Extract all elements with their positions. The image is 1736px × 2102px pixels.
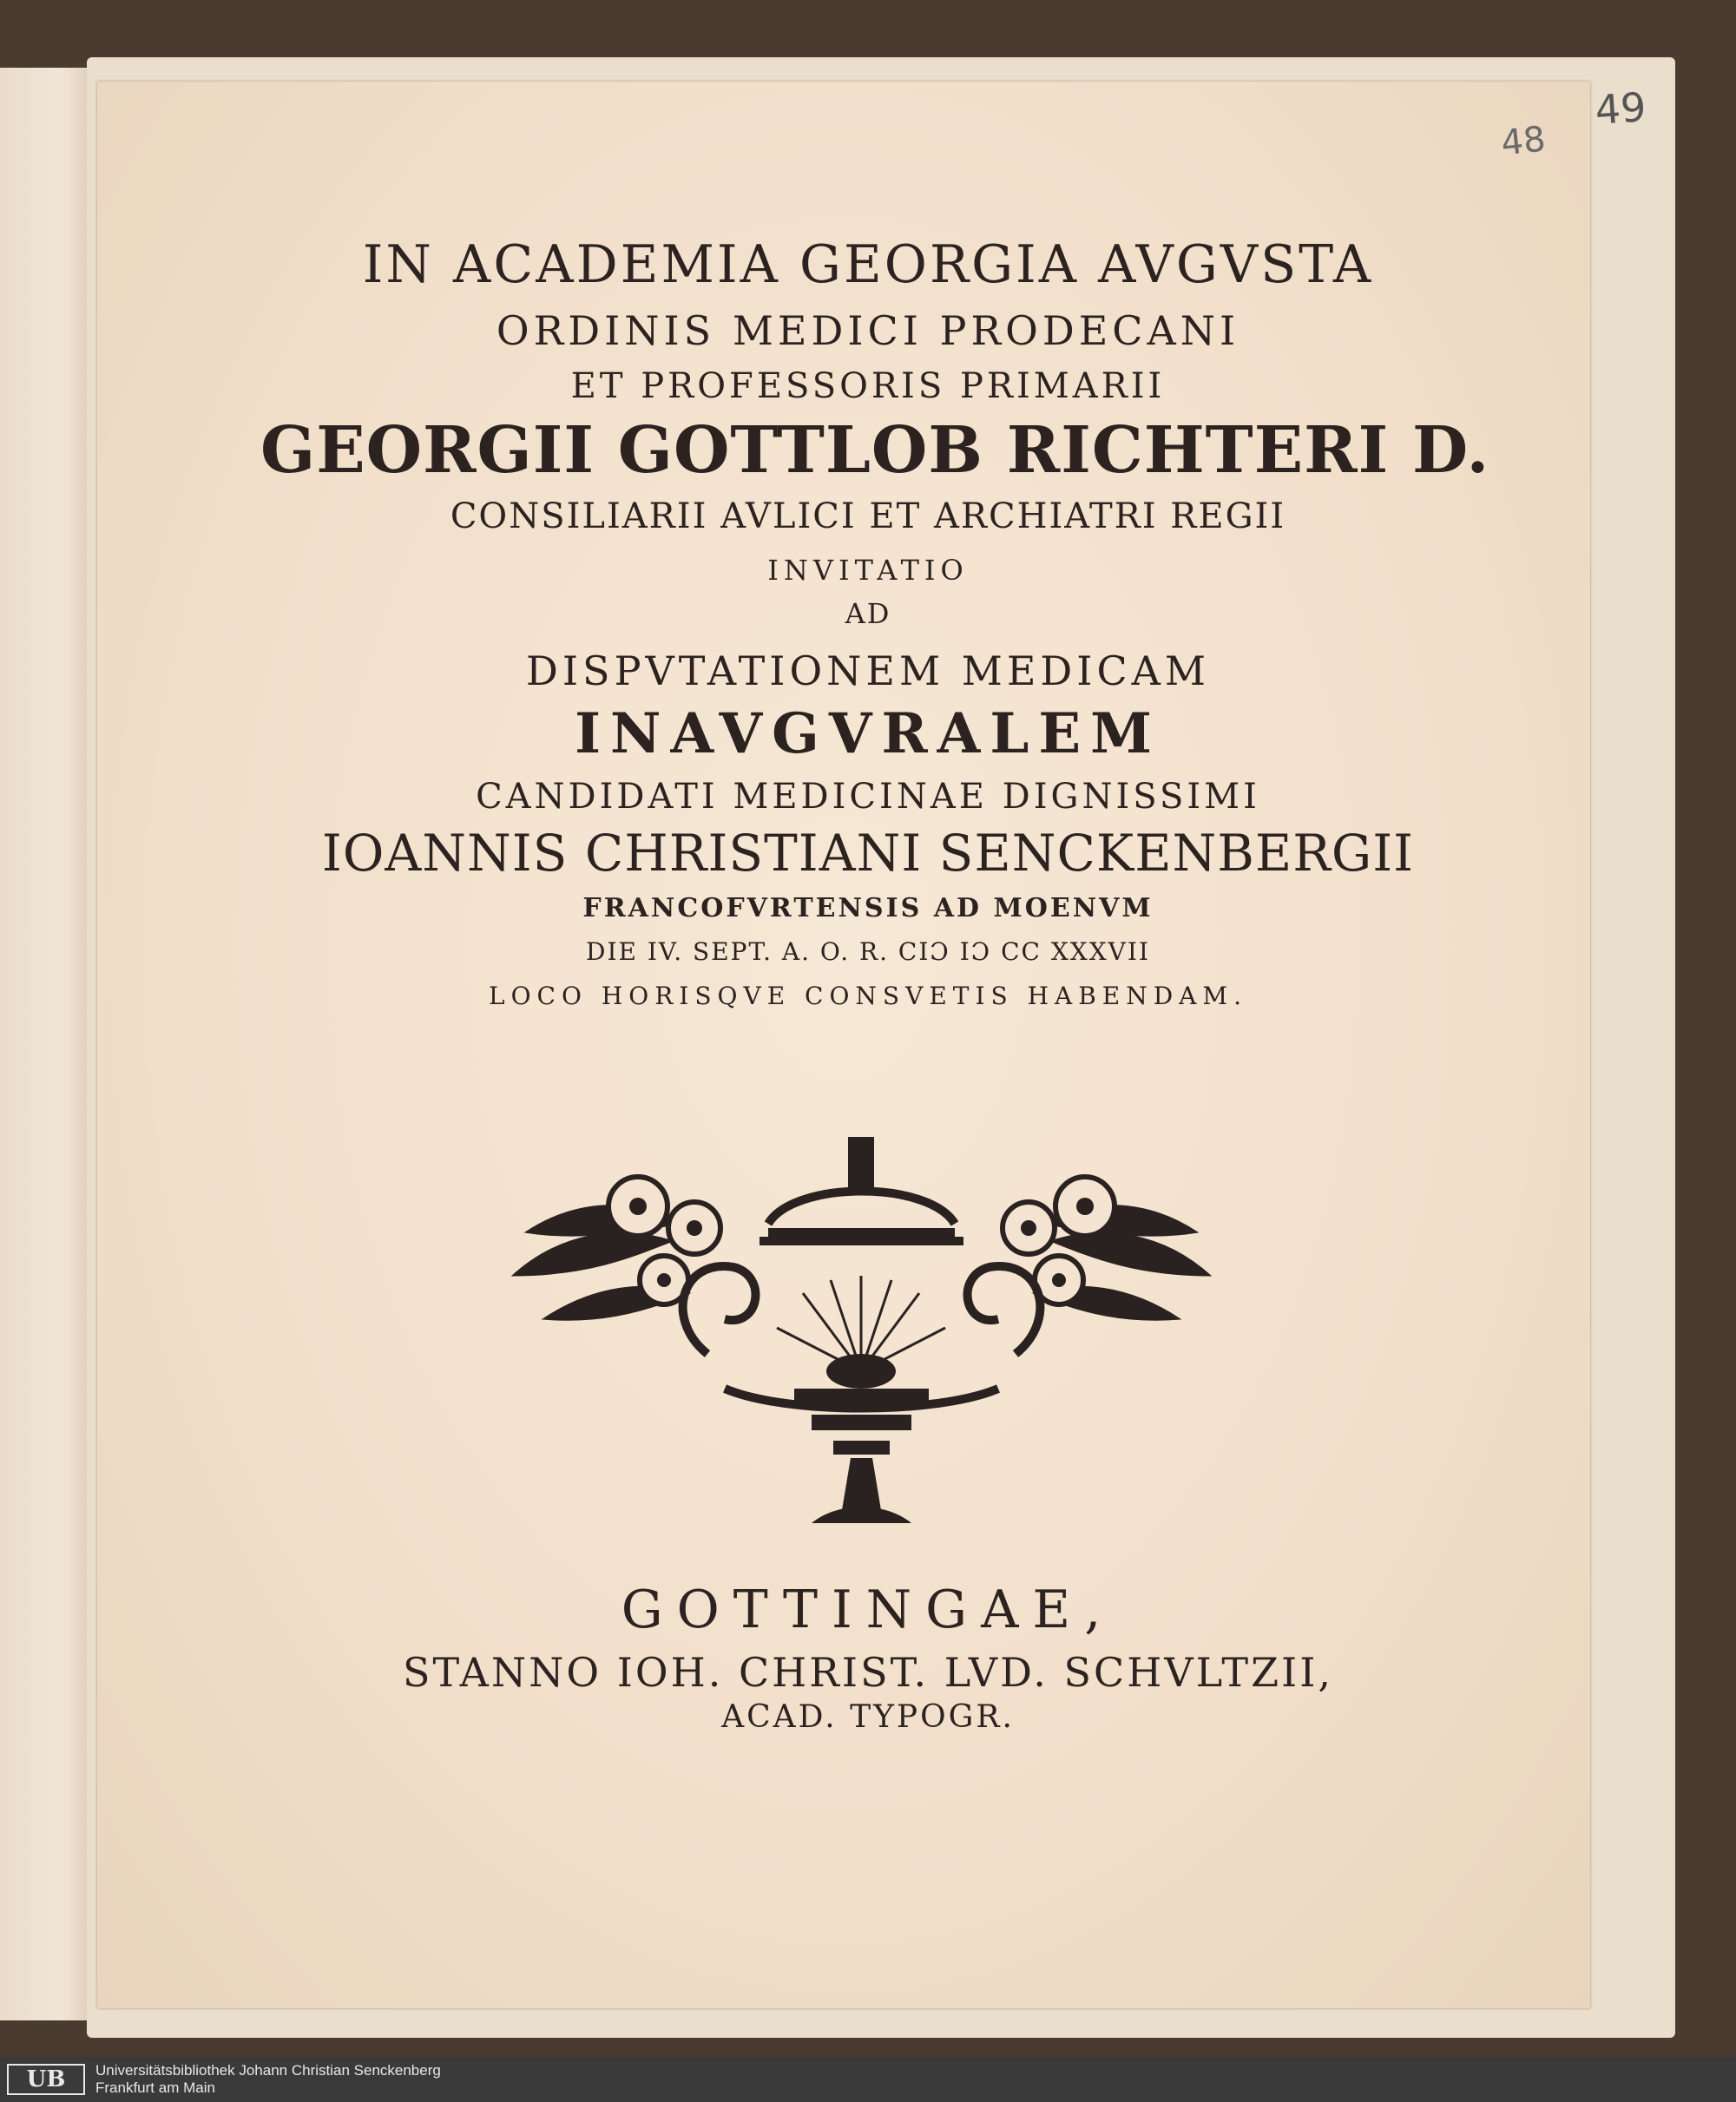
title-line-senckenberg: IOANNIS CHRISTIANI SENCKENBERGII: [321, 824, 1415, 883]
title-line-origin: FRANCOFVRTENSIS AD MOENVM: [582, 893, 1154, 923]
footer-line-institution: Universitätsbibliothek Johann Christian Senckenberg: [95, 2062, 441, 2079]
title-line-order: ORDINIS MEDICI PRODECANI: [496, 307, 1240, 354]
title-block: [260, 234, 1490, 1010]
printers-ornament-vignette: [508, 1128, 1215, 1536]
title-line-date: DIE IV. SEPT. A. O. R. CIƆ IƆ CC XXXVII: [586, 937, 1150, 966]
title-line-disputation: DISPVTATIONEM MEDICAM: [526, 647, 1210, 694]
ub-logo[interactable]: UB: [7, 2064, 85, 2095]
imprint-place: GOTTINGAE,: [621, 1580, 1115, 1640]
title-line-richter: GEORGII GOTTLOB RICHTERI D.: [260, 413, 1490, 488]
title-line-candidate: CANDIDATI MEDICINAE DIGNISSIMI: [476, 777, 1260, 817]
footer-line-city: Frankfurt am Main: [95, 2079, 215, 2096]
imprint-role: ACAD. TYPOGR.: [721, 1699, 1015, 1735]
title-line-professor: ET PROFESSORIS PRIMARII: [570, 366, 1166, 406]
title-line-academy: IN ACADEMIA GEORGIA AVGVSTA: [362, 234, 1374, 295]
imprint-block: [260, 1580, 1476, 1735]
library-footer: [0, 2057, 1736, 2102]
title-line-place: LOCO HORISQVE CONSVETIS HABENDAM.: [489, 982, 1247, 1010]
shelfmark-number: 49: [1593, 83, 1648, 134]
footer-credit: [95, 2062, 441, 2097]
title-line-invitatio: INVITATIO: [767, 554, 969, 587]
title-line-counsellor: CONSILIARII AVLICI ET ARCHIATRI REGII: [450, 496, 1286, 536]
title-line-ad: AD: [845, 597, 891, 630]
imprint-printer: STANNO IOH. CHRIST. LVD. SCHVLTZII,: [402, 1649, 1333, 1696]
shelfmark-number-old: 48: [1499, 119, 1548, 164]
title-line-inaugural: INAVGVRALEM: [575, 701, 1161, 766]
